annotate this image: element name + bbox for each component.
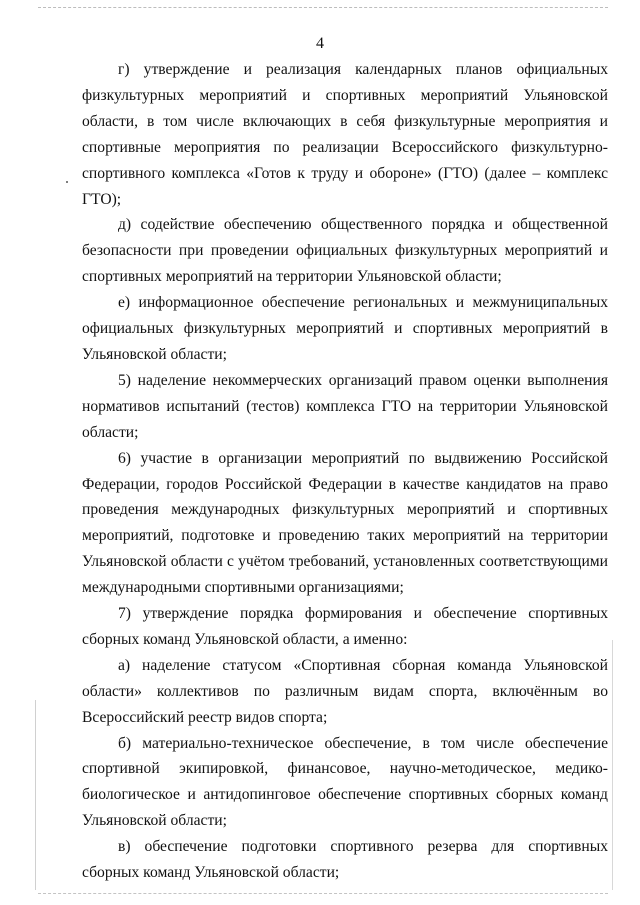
paragraph-item-5: 5) наделение некоммерческих организаций правом оценки выполнения нормативов испытаний (тестов) комплекса ГТО на территории Ульяновской области; <box>82 371 608 441</box>
paragraph-item-7: 7) утверждение порядка формирования и обеспечение спортивных сборных команд Ульяновской области, а именно: <box>82 605 608 648</box>
paragraph-item-g: г) утверждение и реализация календарных планов официальных физкультурных мероприятий и спортивных мероприятий Ульяновской области, в том числе включающих в себя физкультурные мероприятия и спортивные мероприятия по реализации Всероссийского физкультурно-спортивного комплекса «Готов к труду и обороне» (ГТО) (далее – комплекс ГТО); <box>82 61 608 208</box>
paragraph-item-a: а) наделение статусом «Спортивная сборная команда Ульяновской области» коллективов по различным видам спорта, включённым во Всероссийский реестр видов спорта; <box>82 656 608 726</box>
scan-edge-right <box>612 640 613 890</box>
paragraph-item-e: е) информационное обеспечение региональных и межмуниципальных официальных физкультурных мероприятий и спортивных мероприятий в Ульяновской области; <box>82 294 608 363</box>
paragraph-item-b: б) материально-техническое обеспечение, в том числе обеспечение спортивной экипировкой, финансовое, научно-методическое, медико-биологическое и антидопинговое обеспечение спортивных сборных команд Ульяновской области; <box>82 734 608 830</box>
paragraph-item-d: д) содействие обеспечению общественного порядка и общественной безопасности при проведении официальных физкультурных мероприятий и спортивных мероприятий на территории Ульяновской области; <box>82 216 608 286</box>
paragraph-item-v: в) обеспечение подготовки спортивного резерва для спортивных сборных команд Ульяновской области; <box>82 838 608 882</box>
scan-edge-bottom <box>38 893 608 894</box>
scan-speck <box>66 181 68 183</box>
document-body <box>82 57 608 886</box>
page-number: 4 <box>316 35 324 52</box>
scan-edge-left <box>35 700 36 890</box>
paragraph-item-6: 6) участие в организации мероприятий по выдвижению Российской Федерации, городов Российской Федерации в качестве кандидатов на право проведения международных физкультурных мероприятий и спортивных мероприятий, подготовке и проведению таких мероприятий на территории Ульяновской области с учётом требований, установленных соответствующими международными спортивными организациями; <box>82 449 608 597</box>
scan-edge-top <box>38 7 608 8</box>
